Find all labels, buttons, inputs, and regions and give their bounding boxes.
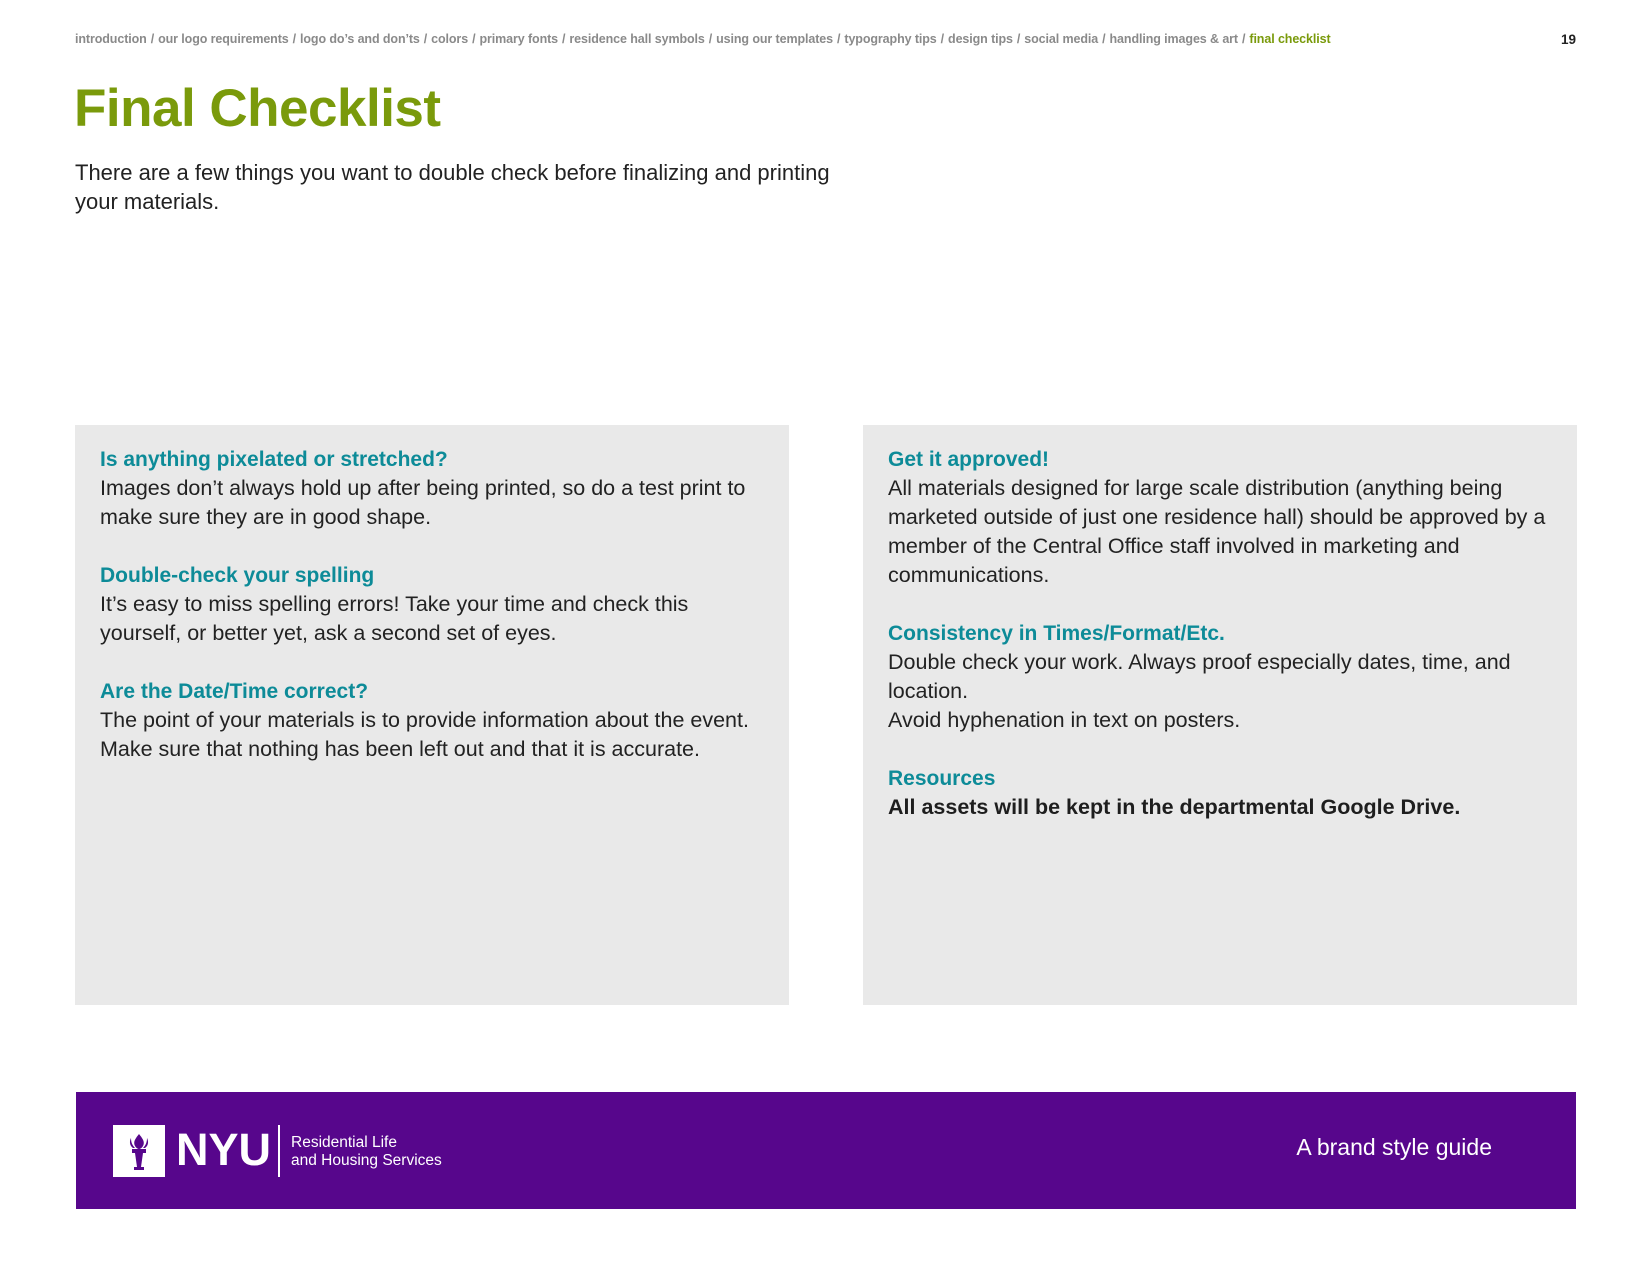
- breadcrumb-residence-hall-symbols[interactable]: residence hall symbols: [569, 32, 705, 46]
- breadcrumb-introduction[interactable]: introduction: [75, 32, 147, 46]
- footer-banner: [76, 1092, 1576, 1209]
- breadcrumb-logo-requirements[interactable]: our logo requirements: [158, 32, 289, 46]
- nyu-logo-text: NYU: [176, 1124, 272, 1175]
- checklist-body: Double check your work. Always proof especially dates, time, and location.: [888, 650, 1511, 703]
- checklist-item-consistency: [888, 619, 1557, 735]
- checklist-heading: Is anything pixelated or stretched?: [100, 448, 448, 471]
- checklist-body: It’s easy to miss spelling errors! Take your time and check this yourself, or better yet, ask a second set of eyes.: [100, 592, 689, 645]
- intro-paragraph: There are a few things you want to double check before finalizing and printing your materials.: [75, 160, 830, 214]
- breadcrumb-separator: /: [150, 32, 155, 46]
- breadcrumb-separator: /: [837, 32, 841, 46]
- checklist-body: Images don’t always hold up after being printed, so do a test print to make sure they are in good shape.: [100, 476, 746, 529]
- footer-tagline: A brand style guide: [1296, 1134, 1492, 1160]
- checklist-body-extra: Avoid hyphenation in text on posters.: [888, 708, 1241, 732]
- logo-subtitle-line2: and Housing Services: [291, 1152, 442, 1169]
- logo-subtitle: [291, 1134, 442, 1170]
- breadcrumb-logo-dos-donts[interactable]: logo do’s and don’ts: [300, 32, 420, 46]
- checklist-panel-left: [75, 425, 789, 1005]
- breadcrumb-social-media[interactable]: social media: [1024, 32, 1099, 46]
- breadcrumb-design-tips[interactable]: design tips: [948, 32, 1013, 46]
- breadcrumb-primary-fonts[interactable]: primary fonts: [479, 32, 559, 46]
- checklist-heading: Get it approved!: [888, 448, 1050, 471]
- breadcrumb-separator: /: [1242, 32, 1246, 46]
- breadcrumb-separator: /: [472, 32, 476, 46]
- breadcrumb-separator: /: [423, 32, 428, 46]
- checklist-item-spelling: [100, 561, 769, 648]
- logo-divider: [278, 1125, 280, 1177]
- checklist-heading: Double-check your spelling: [100, 564, 375, 587]
- breadcrumb-colors[interactable]: colors: [431, 32, 469, 46]
- checklist-heading: Are the Date/Time correct?: [100, 680, 369, 703]
- checklist-body: All assets will be kept in the departmental Google Drive.: [888, 795, 1461, 819]
- checklist-item-pixelated: [100, 445, 769, 532]
- logo-subtitle-line1: Residential Life: [291, 1134, 397, 1151]
- checklist-body: All materials designed for large scale distribution (anything being marketed outside of just one residence hall) should be approved by a member of the Central Office staff involved in marketing and communications.: [888, 476, 1546, 587]
- checklist-heading: Resources: [888, 767, 996, 790]
- checklist-item-date-time: [100, 677, 769, 764]
- breadcrumb-final-checklist[interactable]: final checklist: [1249, 32, 1331, 46]
- checklist-item-resources: [888, 764, 1557, 822]
- nyu-torch-icon: [113, 1125, 165, 1177]
- breadcrumb: [75, 32, 1375, 46]
- checklist-panel-right: [863, 425, 1577, 1005]
- breadcrumb-separator: /: [562, 32, 566, 46]
- page-number: 19: [1560, 32, 1576, 47]
- breadcrumb-separator: /: [292, 32, 297, 46]
- checklist-heading: Consistency in Times/Format/Etc.: [888, 622, 1225, 645]
- breadcrumb-typography-tips[interactable]: typography tips: [844, 32, 937, 46]
- breadcrumb-using-templates[interactable]: using our templates: [716, 32, 834, 46]
- breadcrumb-separator: /: [1102, 32, 1106, 46]
- breadcrumb-handling-images-art[interactable]: handling images & art: [1109, 32, 1238, 46]
- page-title: Final Checklist: [74, 79, 441, 138]
- breadcrumb-separator: /: [1016, 32, 1021, 46]
- breadcrumb-separator: /: [708, 32, 713, 46]
- checklist-item-approval: [888, 445, 1557, 590]
- breadcrumb-separator: /: [940, 32, 945, 46]
- checklist-body: The point of your materials is to provide information about the event. Make sure that nothing has been left out and that it is accurate.: [100, 708, 749, 761]
